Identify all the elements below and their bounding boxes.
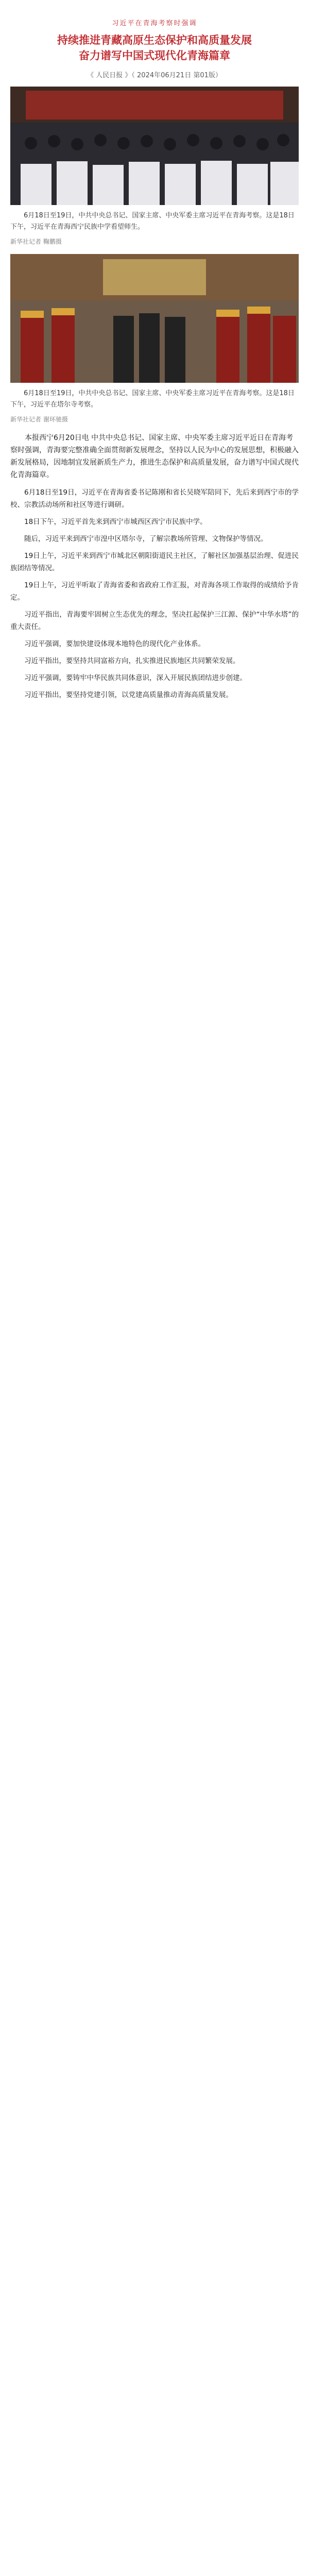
headline-line-1: 持续推进青藏高原生态保护和高质量发展 [57, 33, 252, 46]
photo-temple-visit [10, 254, 299, 383]
headline-line-2: 奋力谱写中国式现代化青海篇章 [79, 49, 230, 62]
kicker: 习近平在青海考察时强调 [112, 20, 197, 27]
headline [10, 32, 299, 63]
article-lead: 本报西宁6月20日电 中共中央总书记、国家主席、中央军委主席习近平近日在青海考察时强调，青海要完整准确全面贯彻新发展理念，坚持以人民为中心的发展思想，积极融入新发展格局，因地制宜发展新质生产力，推进生态保护和高质量发展，奋力谱写中国式现代化青海篇章。 [10, 434, 299, 479]
article-paragraph: 习近平强调，要铸牢中华民族共同体意识，深入开展民族团结进步创建。 [24, 674, 247, 682]
article-paragraph: 习近平指出，青海要牢固树立生态优先的理念，坚决扛起保护三江源、保护“中华水塔”的重大责任。 [10, 611, 299, 631]
article-paragraph: 19日上午，习近平听取了青海省委和省政府工作汇报，对青海各项工作取得的成绩给予肯定。 [10, 581, 299, 602]
photo-school-visit-image [10, 87, 299, 205]
article-paragraph: 习近平指出，要坚持党建引领，以党建高质量推动青海高质量发展。 [24, 691, 233, 699]
article-paragraph: 习近平强调，要加快建设体现本地特色的现代化产业体系。 [24, 640, 205, 648]
photo1-credit: 新华社记者 鞠鹏摄 [10, 238, 62, 245]
article-paragraph: 19日上午，习近平来到西宁市城北区朝阳街道民主社区，了解社区加强基层治理、促进民族团结等情况。 [10, 552, 299, 572]
article-paragraph: 习近平指出，要坚持共同富裕方向，扎实推进民族地区共同繁荣发展。 [24, 657, 240, 665]
article-paragraph: 6月18日至19日，习近平在青海省委书记陈刚和省长吴晓军陪同下，先后来到西宁市的学校、宗教活动场所和社区等进行调研。 [10, 488, 299, 509]
article-body [10, 486, 299, 701]
photo-temple-visit-image [10, 254, 299, 383]
article-paragraph: 随后，习近平来到西宁市湟中区塔尔寺，了解宗教场所管理、文物保护等情况。 [24, 535, 268, 543]
byline: 《 人民日报 》（ 2024年06月21日 第01版） [87, 72, 222, 79]
article-paragraph: 18日下午，习近平首先来到西宁市城西区西宁市民族中学。 [24, 518, 207, 526]
photo2-credit: 新华社记者 谢环驰摄 [10, 416, 68, 423]
photo1-caption: 6月18日至19日，中共中央总书记、国家主席、中央军委主席习近平在青海考察。这是18日下午，习近平在青海西宁民族中学看望师生。 [10, 212, 295, 231]
article-page [10, 0, 299, 701]
photo-school-visit [10, 87, 299, 205]
photo2-caption: 6月18日至19日，中共中央总书记、国家主席、中央军委主席习近平在青海考察。这是18日下午，习近平在塔尔寺考察。 [10, 389, 295, 409]
